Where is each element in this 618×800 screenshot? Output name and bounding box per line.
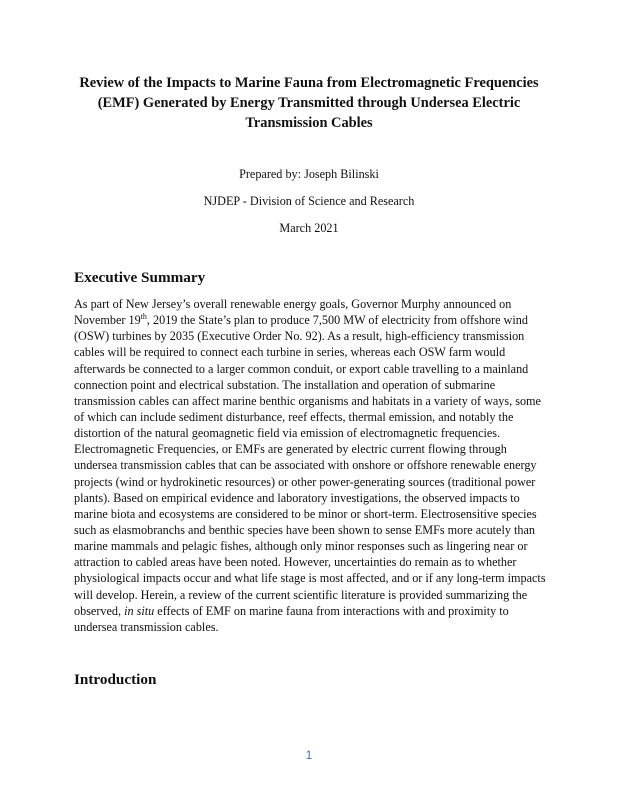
title-line-2: (EMF) Generated by Energy Transmitted through Undersea Electric — [97, 95, 521, 111]
summary-line: of which can include sediment disturbance, reef effects, thermal emission, and notably the — [74, 409, 514, 424]
summary-line: projects (wind or hydrokinetic resources) or other power-generating sources (traditional power — [74, 474, 536, 489]
summary-line: marine biota and ecosystems are considered to be minor or short-term. Electrosensitive species — [74, 506, 537, 521]
summary-line: Electromagnetic Frequencies, or EMFs are generated by electric current flowing through — [74, 442, 507, 457]
title-line-1: Review of the Impacts to Marine Fauna from Electromagnetic Frequencies — [79, 75, 539, 91]
summary-line: such as elasmobranchs and benthic species have been shown to sense EMFs more acutely than — [74, 522, 535, 537]
executive-summary-body — [74, 296, 554, 635]
summary-line: (OSW) turbines by 2035 (Executive Order No. 92). As a result, high-efficiency transmission — [74, 329, 525, 344]
summary-line: distortion of the natural geomagnetic field via emission of electromagnetic frequencies. — [74, 426, 501, 441]
ordinal-superscript: th — [140, 312, 147, 322]
document-title — [70, 73, 548, 133]
summary-line: transmission cables can affect marine benthic organisms and habitats in a variety of ways, some — [74, 393, 541, 408]
summary-line: cables will be required to connect each turbine in series, whereas each OSW farm would — [74, 345, 506, 360]
date-line: March 2021 — [279, 221, 339, 235]
summary-line: observed, in situ effects of EMF on marine fauna from interactions with and proximity to — [74, 603, 509, 618]
summary-line: afterwards be connected to a larger common conduit, or export cable travelling to a mainland — [74, 361, 529, 376]
summary-line: plants). Based on empirical evidence and laboratory investigations, the observed impacts to — [74, 490, 520, 505]
italic-term: in situ — [124, 603, 155, 618]
summary-line: As part of New Jersey’s overall renewable energy goals, Governor Murphy announced on — [74, 297, 512, 311]
organization-line: NJDEP - Division of Science and Research — [203, 194, 415, 208]
author-line: Prepared by: Joseph Bilinski — [239, 167, 379, 181]
summary-line: will develop. Herein, a review of the current scientific literature is provided summarizing the — [74, 587, 528, 602]
summary-line: marine mammals and pelagic fishes, although only minor responses such as lingering near or — [74, 539, 528, 554]
summary-line: undersea transmission cables that can be associated with onshore or offshore renewable energy — [74, 458, 537, 473]
summary-line: undersea transmission cables. — [74, 619, 219, 634]
summary-line: attraction to cabled areas have been noted. However, uncertainties do remain as to whether — [74, 555, 517, 570]
introduction-heading: Introduction — [74, 671, 157, 688]
page-number: 1 — [305, 750, 313, 762]
summary-line: November 19th, 2019 the State’s plan to produce 7,500 MW of electricity from offshore wind — [74, 312, 528, 328]
executive-summary-heading: Executive Summary — [74, 269, 206, 286]
summary-line: connection point and electrical substation. The installation and operation of submarine — [74, 377, 496, 392]
title-line-3: Transmission Cables — [245, 115, 373, 131]
summary-line: physiological impacts occur and what life stage is most affected, and or if any long-term impacts — [74, 571, 546, 586]
